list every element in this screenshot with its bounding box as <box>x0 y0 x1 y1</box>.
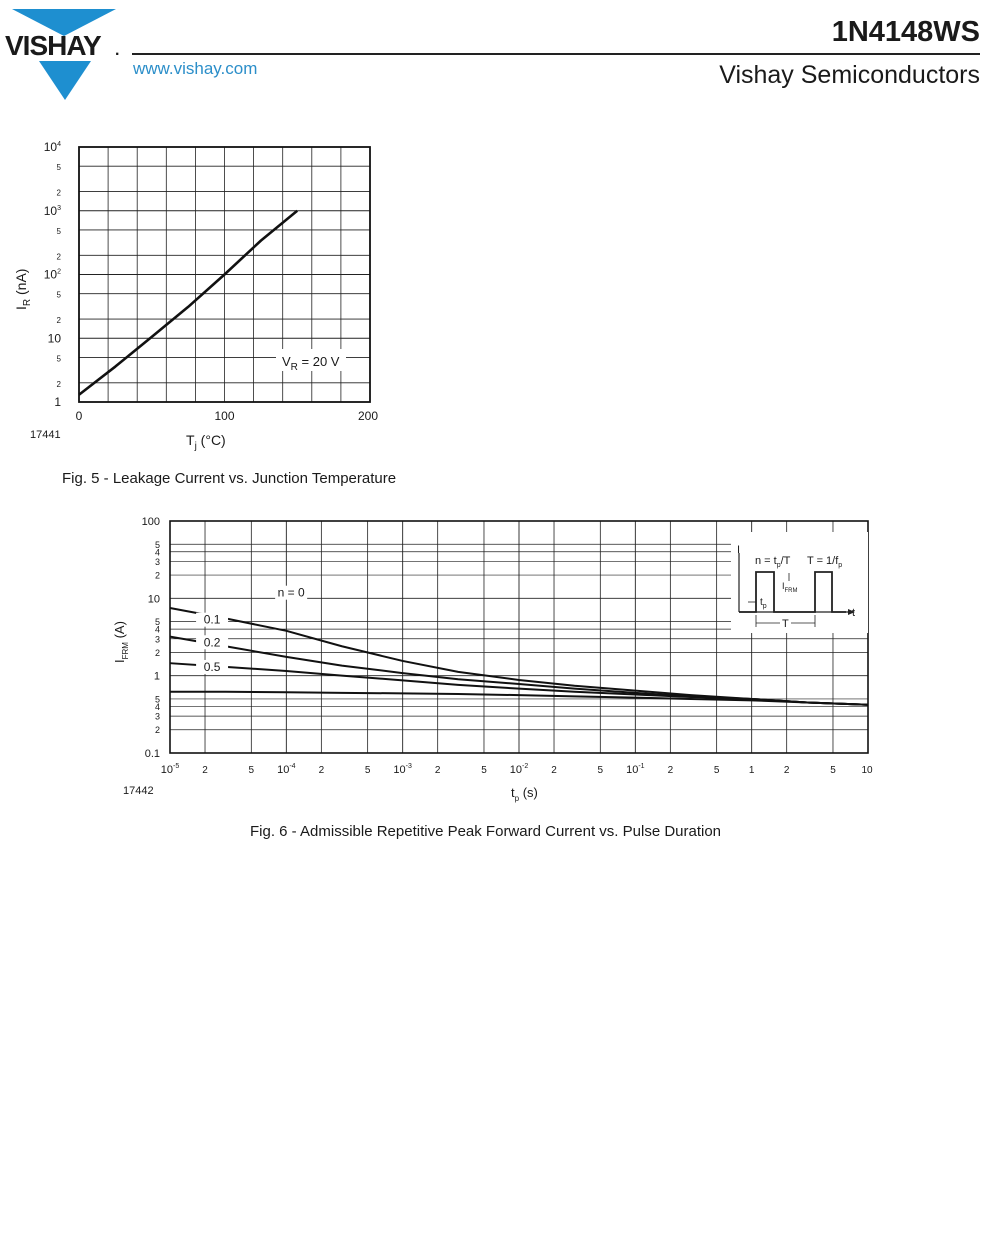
fig5-y-tick-label-base: 1 <box>54 395 61 409</box>
fig5-y-tick-label-base: 5 <box>56 163 61 173</box>
fig5-y-tick-label-exp: 3 <box>57 204 61 212</box>
fig6-y-tick-label-base: 5 <box>154 694 160 705</box>
fig5-x-tick-label <box>76 409 83 423</box>
fig6-y-tick-label <box>155 625 160 635</box>
fig6-x-tick-label-base: 10 <box>509 764 523 776</box>
fig6-y-tick-label <box>155 702 160 712</box>
fig5-curve-line <box>79 211 297 395</box>
fig6-x-tick-label-base: 10 <box>861 765 873 776</box>
fig5-y-tick-label-base: 10 <box>43 140 58 154</box>
fig5-y-tick-label <box>57 291 62 300</box>
fig5-y-tick-label-exp: 2 <box>57 268 61 276</box>
fig6-x-tick-label <box>626 763 645 776</box>
fig5-drawing-number: 17441 <box>30 429 61 441</box>
fig5-y-tick-label <box>54 395 61 409</box>
fig6-x-tick-label-base: 10 <box>160 764 174 776</box>
vishay-logo-mark: . <box>115 42 120 59</box>
fig5-y-tick-label <box>57 380 62 389</box>
fig6-x-tick-label <box>161 763 180 776</box>
fig5-x-axis-label: $T_j$ (°C) <box>186 432 226 452</box>
fig6-y-tick-label-base: 2 <box>154 725 160 736</box>
fig5-annotation: $V_R = 20$ V <box>282 354 340 373</box>
fig6-x-tick-label-base: 5 <box>481 765 487 776</box>
fig6-x-tick-label <box>365 765 371 776</box>
vishay-logo-brand: VISHAY <box>5 30 101 61</box>
fig6-inset-t-label: t <box>852 607 856 619</box>
fig6-x-tick-label <box>393 763 412 776</box>
fig6-y-tick-labels <box>142 516 160 760</box>
fig6-x-tick-label-base: 5 <box>364 765 371 776</box>
fig5-y-tick-labels <box>44 140 62 409</box>
fig6-x-tick-label <box>714 765 720 776</box>
fig6-y-tick-label-base: 1 <box>153 670 160 683</box>
fig6-y-tick-label <box>142 516 160 528</box>
fig6-x-tick-label-base: 5 <box>597 765 604 776</box>
fig6-y-tick-label-base: 3 <box>154 711 160 722</box>
fig6-x-tick-label-base: 2 <box>434 765 441 776</box>
fig5-y-tick-label <box>57 252 62 261</box>
fig5-chart <box>0 130 420 460</box>
fig6-y-tick-label-base: 3 <box>154 556 160 567</box>
fig6-drawing-number: 17442 <box>123 785 154 797</box>
fig6-caption: Fig. 6 - Admissible Repetitive Peak Forward Current vs. Pulse Duration <box>250 823 722 840</box>
fig6-x-tick-label <box>435 765 441 776</box>
fig6-y-tick-label-base: 4 <box>154 701 160 712</box>
fig5-y-tick-label-base: 2 <box>56 252 61 262</box>
fig6-inset-tp: $t_p$ <box>760 597 767 610</box>
fig6-y-tick-label-base: 100 <box>141 516 160 528</box>
fig6-y-tick-label <box>145 748 160 760</box>
fig5-y-tick-label-base: 5 <box>56 354 61 364</box>
fig6-x-axis-label: $t_p$ (s) <box>511 785 538 803</box>
fig6-x-tick-label-exp: -4 <box>289 763 296 770</box>
fig5-y-tick-label <box>57 316 62 325</box>
fig6-x-tick-label <box>249 765 255 776</box>
fig6-curve-label: 0.1 <box>203 612 221 627</box>
fig6-y-tick-label-base: 5 <box>154 617 160 628</box>
fig5-x-tick-labels <box>76 409 379 423</box>
fig6-chart <box>0 505 1000 805</box>
fig5-x-tick-label-base: 100 <box>214 409 235 423</box>
fig5-y-tick-label <box>57 189 62 198</box>
fig6-x-tick-label-base: 5 <box>248 765 255 776</box>
fig6-x-tick-label <box>668 765 674 776</box>
fig6-x-tick-label-base: 10 <box>393 764 406 776</box>
fig6-y-tick-label <box>155 571 160 581</box>
fig5-y-tick-label-exp: 4 <box>57 141 61 148</box>
fig5-y-tick-label <box>44 140 61 154</box>
vishay-logo-triangle-bottom <box>39 61 91 100</box>
fig6-inset-ifrm: $I_{FRM}$ <box>782 581 798 594</box>
header-rule <box>132 53 980 55</box>
fig6-x-tick-label-base: 2 <box>551 765 557 776</box>
fig6-x-tick-label <box>510 763 529 776</box>
fig5-y-tick-label <box>44 204 61 218</box>
fig5-x-tick-label <box>214 409 234 423</box>
fig6-x-tick-label <box>598 765 604 776</box>
fig6-y-tick-label-base: 4 <box>154 624 160 635</box>
website-link[interactable]: www.vishay.com <box>133 59 258 78</box>
fig6-curve-label: 0.2 <box>203 635 221 650</box>
fig6-y-tick-label-base: 2 <box>154 570 160 581</box>
fig5-y-tick-label-base: 2 <box>56 379 61 389</box>
fig5-y-tick-label-base: 2 <box>56 316 61 326</box>
fig6-x-tick-label <box>784 765 790 776</box>
fig6-y-tick-label <box>155 712 160 722</box>
fig6-x-tick-label <box>202 765 208 776</box>
fig6-y-tick-label-base: 4 <box>154 547 160 558</box>
fig6-x-tick-label-base: 1 <box>748 765 755 776</box>
fig6-inset-duty-formula: $n = t_p/T$ <box>755 555 791 569</box>
fig6-y-tick-label <box>155 547 160 557</box>
fig5-curves <box>79 211 297 395</box>
fig6-x-tick-label-exp: -2 <box>522 763 529 770</box>
fig5-caption: Fig. 5 - Leakage Current vs. Junction Temperature <box>62 470 397 487</box>
fig6-inset-i-label: I <box>737 544 741 556</box>
division-name: Vishay Semiconductors <box>719 61 980 89</box>
fig5-x-tick-label-base: 0 <box>75 409 83 423</box>
fig5-y-tick-label <box>48 331 62 345</box>
fig6-y-tick-label <box>154 671 160 683</box>
fig6-x-tick-label-base: 5 <box>713 765 720 776</box>
fig5-x-tick-label-base: 200 <box>357 409 379 423</box>
fig6-x-tick-label-base: 10 <box>626 764 639 776</box>
fig6-inset-bg <box>731 532 868 633</box>
fig6-x-tick-label <box>551 765 557 776</box>
fig6-y-tick-label-base: 5 <box>154 539 160 550</box>
fig6-y-tick-label <box>155 725 160 735</box>
fig6-y-tick-label <box>155 557 160 567</box>
fig6-x-tick-label <box>749 765 755 776</box>
fig6-curve-label: n = 0 <box>277 585 305 600</box>
fig6-x-tick-label-base: 2 <box>202 765 208 776</box>
fig6-x-tick-label-base: 5 <box>830 765 836 776</box>
fig5-x-tick-label <box>358 409 378 423</box>
fig6-y-axis-label: $I_{FRM}$ (A) <box>112 621 130 663</box>
fig5-y-tick-label-base: 2 <box>56 188 61 198</box>
fig6-x-tick-label <box>830 765 836 776</box>
fig5-y-axis-label: $I_R$ (nA) <box>13 268 33 310</box>
fig6-y-tick-label <box>148 593 160 605</box>
fig6-y-tick-label <box>155 648 160 658</box>
fig5-y-tick-label-base: 5 <box>56 226 61 236</box>
fig6-x-tick-label-base: 10 <box>277 764 290 776</box>
fig5-y-tick-label <box>57 163 62 172</box>
fig6-x-tick-label <box>277 763 296 776</box>
fig6-x-tick-label-base: 2 <box>783 765 790 776</box>
fig5-y-tick-label <box>44 268 61 282</box>
fig5-y-tick-label-base: 10 <box>43 267 58 282</box>
fig5-y-tick-label-base: 5 <box>56 290 61 300</box>
fig6-y-tick-label-base: 2 <box>154 647 160 658</box>
fig6-inset <box>731 532 868 633</box>
fig5-y-tick-label <box>57 354 62 363</box>
vishay-logo <box>4 6 124 102</box>
fig6-y-tick-label-base: 10 <box>147 593 160 606</box>
fig5-y-tick-label <box>57 227 62 236</box>
fig6-x-tick-labels <box>161 763 873 776</box>
fig6-x-tick-label-exp: -1 <box>638 763 645 770</box>
fig5-y-tick-label-base: 10 <box>43 203 58 218</box>
fig6-inset-period-label: T <box>782 618 789 630</box>
part-number: 1N4148WS <box>831 16 980 48</box>
fig6-y-tick-label-base: 3 <box>154 634 160 645</box>
fig6-curve-label: 0.5 <box>203 659 221 674</box>
fig6-y-tick-label <box>155 634 160 644</box>
fig6-x-tick-label-base: 2 <box>318 765 325 776</box>
fig6-inset-period-formula: $T = 1/f_p$ <box>807 555 843 569</box>
fig6-x-tick-label <box>481 765 487 776</box>
fig6-x-tick-label <box>319 765 325 776</box>
fig6-x-tick-label <box>861 765 873 776</box>
fig6-x-tick-label-exp: -5 <box>173 763 180 770</box>
fig6-x-tick-label-base: 2 <box>667 765 674 776</box>
fig6-x-tick-label-exp: -3 <box>405 763 412 770</box>
fig6-y-tick-label-base: 0.1 <box>144 748 160 760</box>
fig5-y-tick-label-base: 10 <box>47 331 61 346</box>
